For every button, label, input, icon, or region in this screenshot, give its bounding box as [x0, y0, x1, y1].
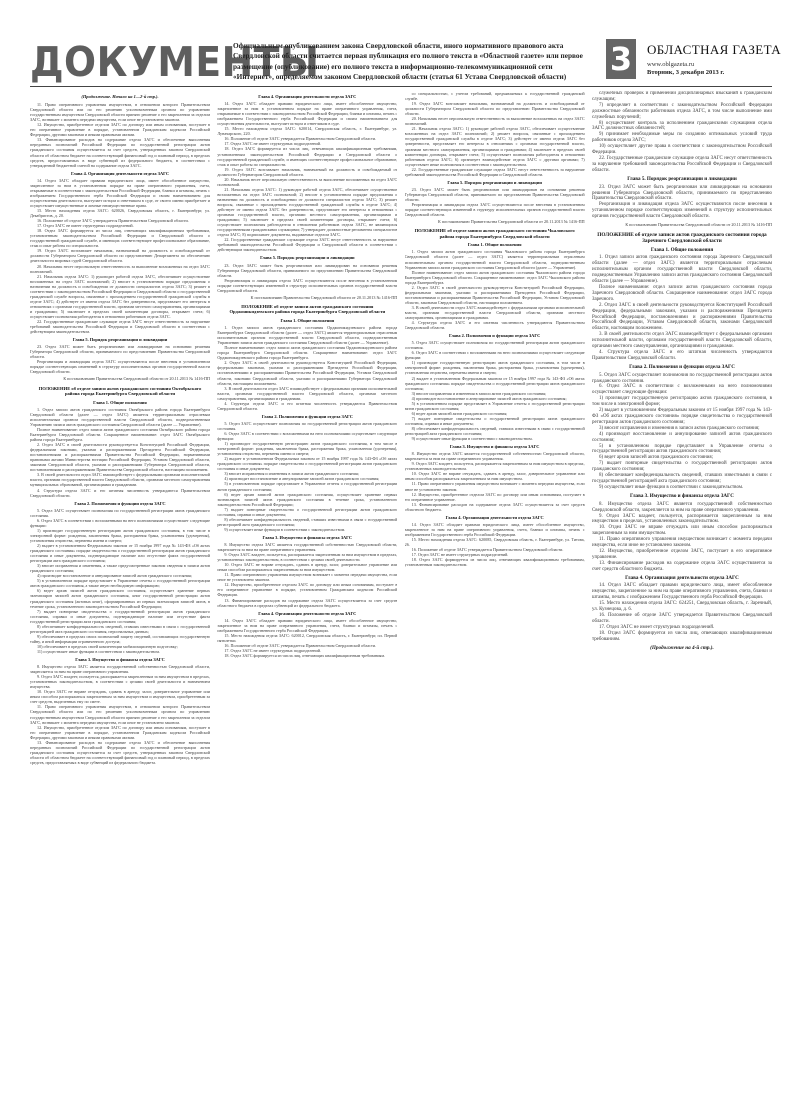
signature-line: К постановлению Правительства Свердловской области от 20.11.2013 № 1416-ПП — [63, 376, 210, 382]
paragraph: 1. Отдел записи актов гражданского состояния Октябрьского района города Екатеринбурга Свердловской области (далее — отдел ЗАГС) является территориальным отраслевым исполнительным органом государственной власти Свердловской области, подведомственным Управлению записи актов гражданского состояния Свердловской области (далее — Управление). — [30, 406, 210, 427]
paragraph: 9) осуществляет иные функции в соответствии с законодательством. — [224, 526, 346, 532]
paragraph: 5) в установленном порядке представляет в Управление отчеты о государственной регистрации актов гражданского состояния; — [404, 400, 585, 411]
paragraph: 2) выдает в установленном Федеральным законом от 15 ноября 1997 года № 143-ФЗ «Об актах гражданского состояния» порядке свидетельства о государственной регистрации актов гражданского состояния и иные документы; — [217, 456, 398, 472]
chapter-heading: Глава 3. Имущество и финансы отдела ЗАГС — [630, 492, 734, 499]
paragraph: 7) выдает повторные свидетельства о государственной регистрации актов гражданского состояния, справки и иные документы; — [404, 415, 585, 426]
text-column — [30, 91, 210, 1093]
header-divider — [30, 86, 772, 87]
paragraph: 18. Отдел ЗАГС формируется из числа лиц, отвечающих квалификационным требованиям, установленным законодательством Российской Федерации и Свердловской области о государственной гражданской службе, и имеющих соответствующее профессиональное образование, стаж и опыт работы по специальности. — [217, 146, 398, 167]
continuation-note: (Продолжение. Начало на 1—2-й стр.). — [81, 94, 159, 99]
chapter-heading: Глава 2. Полномочия и функции отдела ЗАГС — [74, 500, 166, 506]
paragraph: 4) производит восстановление и аннулирование записей актов гражданского состояния; — [37, 573, 192, 579]
text-column — [592, 91, 772, 1093]
paragraph: 12. Имущество, приобретенное отделом ЗАГС, поступает в его оперативное управление. — [591, 548, 772, 560]
paragraph: 3. В своей деятельности отдел ЗАГС взаимодействует с федеральными органами исполнительной власти, органами государственной власти Свердловской области, органами местного самоуправления муниципальных образований, организациями и гражданами. — [30, 472, 210, 488]
page-number: 3 — [606, 39, 636, 79]
chapter-heading: Глава 4. Организация деятельности отдела ЗАГС — [625, 574, 739, 581]
paragraph: 11. Право оперативного управления имуществом, в отношении которого Правительством Свердловской области или по его решению уполномоченным органом по управлению государственным имуществом Свердловской области принято решение о его закреплении за отделом ЗАГС, возникает с момента передачи имущества, если иное не установлено законом. — [30, 102, 210, 123]
newspaper-brand — [647, 42, 782, 76]
paragraph: 8) обеспечивает конфиденциальность сведений, ставших известными в связи с государственной регистрацией акта гражданского состояния, персональных данных; — [30, 623, 210, 634]
chapter-heading: Глава 3. Имущество и финансы отдела ЗАГС — [262, 534, 353, 540]
chapter-heading: Глава 1. Общие положения — [280, 318, 335, 324]
paragraph: 7) выдает повторные свидетельства о государственной регистрации актов гражданского состояния; — [591, 461, 772, 473]
paragraph: 11. Право оперативного управления имуществом возникает с момента передачи имущества, если иное не установлено законом. — [591, 537, 772, 549]
paragraph: 6. Отдел ЗАГС в соответствии с возложенными на него полномочиями осуществляет следующие функции: — [30, 517, 210, 528]
paragraph: 16. Положение об отделе ЗАГС утверждается Правительством Свердловской области. — [37, 218, 189, 224]
document-title: ПОЛОЖЕНИЕ об отделе записи актов гражданского состояния Орджоникидзевского района города Екатеринбурга Свердловской области — [229, 303, 386, 315]
paragraph: 10. Отдел ЗАГС не вправе отчуждать, сдавать в аренду, залог, доверительное управление или иным способом распоряжаться закрепленным за ним имуществом. — [217, 562, 398, 573]
paragraph: 7) выдает повторные свидетельства о государственной регистрации актов гражданского состояния, справки и иные документы; — [217, 506, 398, 517]
paragraph: 18. Отдел ЗАГС формируется из числа лиц, отвечающих квалификационным требованиям. — [224, 652, 385, 658]
paragraph: 9) осуществляет иные функции в соответствии с законодательством. — [598, 484, 744, 490]
paragraph: 17. Отдел ЗАГС не имеет структурных подразделений. — [37, 223, 134, 229]
paragraph: 11. Право оперативного управления имуществом, в отношении которого Правительством Свердловской области или по его решению уполномоченным органом по управлению государственным имуществом Свердловской области принято решение о его закреплении за отделом ЗАГС, возникает с момента передачи имущества, если иное не установлено законом. — [30, 704, 210, 725]
paragraph: 22. Государственные гражданские служащие отдела ЗАГС несут ответственность за нарушение требований законодательства Российской Федерации и Свердловской области в соответствии с действующим законодательством. — [217, 237, 398, 253]
paragraph: 23. Отдел ЗАГС может быть реорганизован или ликвидирован на основании решения Губернатора Свердловской области, принимаемого по представлению Правительства Свердловской области. — [404, 186, 585, 202]
paragraph: 16. Положение об отделе ЗАГС утверждается Правительством Свердловской области. — [224, 642, 377, 648]
paragraph: 5) в установленном порядке представляет в Управление отчеты о государственной регистрации актов гражданского состояния, а также иную необходимую информацию; — [30, 578, 210, 589]
paragraph: Реорганизация и ликвидация отдела ЗАГС осуществляются после внесения в установленном порядке соответствующих изменений в структуру исполнительных органов государственной власти Свердловской области. — [30, 359, 210, 375]
paragraph: 10) обеспечивает в пределах своей компетенции мобилизационную подготовку; — [37, 643, 178, 649]
paragraph: 19. Отдел ЗАГС возглавляет начальник, назначаемый на должность и освобождаемый от должности Губернатором Свердловской области по представлению Правительства Свердловской области. — [404, 101, 585, 117]
paragraph: 10. Отдел ЗАГС не вправе отчуждать или иным способом распоряжаться закрепленным за ним имуществом. — [591, 525, 772, 537]
paragraph: 3) вносит исправления и изменения, а также предусмотренные законом сведения в записи актов гражданского состояния; — [30, 563, 210, 574]
paragraph: 1) производит государственную регистрацию актов гражданского состояния, в том числе в электронной форме: рождения, заключения брака, расторжения брака, усыновления (удочерения), установления отцовства, перемены имени и смерти; — [217, 441, 398, 457]
paragraph: 12. Имущество, приобретенное отделом ЗАГС по договору или иным основаниям, поступает в его оперативное управление в порядке, установленном Гражданским кодексом Российской Федерации. — [217, 582, 398, 598]
paragraph: 17. Отдел ЗАГС не имеет структурных подразделений. — [411, 552, 509, 558]
issue-date: Вторник, 3 декабря 2013 г. — [647, 69, 725, 76]
paragraph: 9. Отдел ЗАГС владеет, пользуется, распоряжается закрепленным за ним имуществом в пределах, установленных законодательством, в соответствии с целями своей деятельности и назначением имущества. — [30, 674, 210, 690]
paragraph: 1) производит государственную регистрацию актов гражданского состояния, в том числе в электронной форме: рождения, заключения брака, расторжения брака, усыновления (удочерения), установления отцовства, перемены имени и смерти; — [404, 360, 585, 376]
paragraph: 9. Отдел ЗАГС владеет, пользуется, распоряжается закрепленным за ним имуществом в пределах, установленных законодательством. — [404, 461, 585, 472]
paragraph: 5) в установленном порядке представляет в Управление отчеты о государственной регистрации актов гражданского состояния; — [217, 481, 398, 492]
paragraph: 1. Отдел записи актов гражданского состояния города Заречного Свердловской области (далее — отдел ЗАГС) является территориальным отраслевым исполнительным органом государственной власти Свердловской области, подведомственным Управлению записи актов гражданского состояния Свердловской области (далее — Управление). — [591, 255, 772, 285]
paragraph: 16. Положение об отделе ЗАГС утверждается Правительством Свердловской области. — [591, 613, 772, 624]
paragraph: 16. Положение об отделе ЗАГС утверждается Правительством Свердловской области. — [411, 547, 564, 553]
chapter-heading: Глава 1. Общие положения — [650, 246, 714, 253]
masthead — [30, 38, 782, 86]
paragraph: 15. Место нахождения отдела ЗАГС: 620085, Свердловская область, г. Екатеринбург, ул. Титова, 26. — [404, 536, 585, 547]
chapter-heading: Глава 4. Организация деятельности отдела ЗАГС — [258, 94, 357, 99]
paragraph: 1. Отдел записи актов гражданского состояния Орджоникидзевского района города Екатеринбурга Свердловской области (далее — отдел ЗАГС) является территориальным отраслевым исполнительным органом государственной власти Свердловской области, подведомственным Управлению записи актов гражданского состояния Свердловской области (далее — Управление). — [217, 325, 398, 346]
article-columns — [30, 91, 772, 1093]
paragraph: 4. Структура отдела ЗАГС и его штатная численность утверждаются Правительством Свердловской области. — [30, 487, 210, 498]
chapter-heading: Глава 5. Порядок реорганизации и ликвидации — [260, 255, 355, 261]
paragraph: 6. Отдел ЗАГС в соответствии с возложенными на него полномочиями осуществляет следующие функции: — [217, 431, 398, 442]
paragraph: Полное наименование: отдел записи актов гражданского состояния Чкаловского района города Екатеринбурга Свердловской области. Сокращенное наименование: отдел ЗАГС Чкаловского района города Екатеринбурга. — [404, 269, 585, 285]
document-title: ПОЛОЖЕНИЕ об отделе записи актов гражданского состояния Чкаловского района города Екатеринбурга Свердловской области — [414, 228, 575, 239]
paragraph: 4. Структура отдела ЗАГС и его штатная численность утверждаются Правительством Свердловской области. — [591, 349, 772, 361]
paragraph: 6) ведет архив записей актов гражданского состояния; — [598, 455, 714, 461]
paragraph: 2. Отдел ЗАГС в своей деятельности руководствуется Конституцией Российской Федерации, федеральными законами, указами и распоряжениями Президента Российской Федерации, постановлениями и распоряжениями Правительства Российской Федерации, Уставом Свердловской области, законами Свердловской области, указами и распоряжениями Губернатора Свердловской области, настоящим положением. — [217, 360, 398, 386]
paragraph: 9) обеспечивает в пределах своих полномочий защиту сведений, составляющих государственную тайну, и иной информации ограниченного доступа; — [30, 633, 210, 644]
paragraph: 2. Отдел ЗАГС в своей деятельности руководствуется Конституцией Российской Федерации, федеральными законами, указами и распоряжениями Президента Российской Федерации, постановлениями и распоряжениями Правительства Российской Федерации, Уставом Свердловской области, законами Свердловской области, настоящим положением. — [591, 302, 772, 332]
paragraph: 21. Начальник отдела ЗАГС: 1) руководит работой отдела ЗАГС, обеспечивает осуществление возложенных на отдел ЗАГС полномочий; 2) решает вопросы, связанные с прохождением государственной гражданской службы в отделе ЗАГС; 3) действует от имени отдела ЗАГС без доверенности, представляет его интересы в отношениях с органами государственной власти, органами местного самоуправления, организациями и гражданами; 4) заключает в пределах своей компетенции договоры, открывает счета; 5) осуществляет полномочия работодателя в отношении работников отдела ЗАГС; 6) организует взаимодействие отдела ЗАГС с другими органами; 7) осуществляет иные полномочия в соответствии с законодательством. — [404, 126, 585, 167]
paragraph: 1. Отдел записи актов гражданского состояния Чкаловского района города Екатеринбурга Свердловской области (далее — отдел ЗАГС) является территориальным отраслевым исполнительным органом государственной власти Свердловской области, подведомственным Управлению записи актов гражданского состояния Свердловской области (далее — Управление). — [404, 249, 585, 270]
paragraph: 5. Отдел ЗАГС осуществляет полномочия по государственной регистрации актов гражданского состояния. — [404, 340, 585, 351]
paragraph: со специальностью, с учетом требований, предъявляемых к государственной гражданской службе. — [404, 91, 585, 102]
chapter-heading: Глава 2. Полномочия и функции отдела ЗАГС — [629, 363, 735, 370]
paragraph: 18. Отдел ЗАГС формируется из числа лиц, отвечающих квалификационным требованиям, установленным законодательством. — [404, 557, 585, 568]
paragraph: 22. Государственные гражданские служащие отдела ЗАГС несут ответственность за нарушение требований законодательства Российской Федерации и Свердловской области. — [404, 166, 585, 177]
paragraph: 4) производит восстановление и аннулирование записей актов гражданского состояния; — [411, 395, 567, 401]
paragraph: 7) выдает повторные свидетельства о государственной регистрации актов гражданского состояния, справки и иные документы, подтверждающие наличие или отсутствие факта государственной регистрации акта гражданского состояния; — [30, 608, 210, 624]
paragraph: 12. Имущество, приобретенное отделом ЗАГС по договору или иным основаниям, поступает в его оперативное управление в порядке, установленном Гражданским кодексом Российской Федерации, другими законами и иными правовыми актами. — [30, 724, 210, 740]
paragraph: Полное наименование: отдел записи актов гражданского состояния Октябрьского района города Екатеринбурга Свердловской области. Сокращенное наименование: отдел ЗАГС Октябрьского района города Екатеринбурга. — [30, 426, 210, 443]
paragraph: 11) осуществляет иные функции в соответствии с законодательством. — [37, 648, 160, 654]
paragraph: 4) производит восстановление и аннулирование записей актов гражданского состояния; — [591, 431, 772, 443]
paragraph: 3. В своей деятельности отдел ЗАГС взаимодействует с федеральными органами исполнительной власти, органами государственной власти Свердловской области, органами местного самоуправления, организациями и гражданами. — [217, 385, 398, 401]
paragraph: 1) производит государственную регистрацию актов гражданского состояния, в том числе в электронной форме: рождения, заключения брака, расторжения брака, усыновления (удочерения), установления отцовства, перемены имени и смерти; — [30, 527, 210, 543]
paragraph: 3) вносит исправления и изменения в записи актов гражданского состояния; — [411, 390, 547, 396]
paragraph: 14. Отдел ЗАГС обладает правами юридического лица, имеет обособленное имущество, закрепленное за ним в установленном порядке на праве оперативного управления, счета, открываемые в соответствии с законодательством Российской Федерации, бланки и штампы, печать с изображением Государственного герба Российской Федерации и своим наименованием для осуществления деятельности, выступает истцом и ответчиком в суде. — [217, 101, 398, 127]
paragraph: 14. Отдел ЗАГС обладает правами юридического лица, имеет обособленное имущество, закрепленное за ним на праве оперативного управления, счета, бланки и штампы, печать с изображением Государственного герба Российской Федерации. — [404, 521, 585, 537]
paragraph: 16. Положение об отделе ЗАГС утверждается Правительством Свердловской области. — [224, 136, 377, 142]
newspaper-name: ОБЛАСТНАЯ ГАЗЕТА — [647, 42, 782, 57]
paragraph: 10) осуществляет другие права в соответствии с законодательством Российской Федерации. — [591, 144, 772, 156]
chapter-heading: Глава 2. Полномочия и функции отдела ЗАГС — [261, 413, 353, 419]
paragraph: 22. Государственные гражданские служащие отдела ЗАГС несут ответственность за нарушение требований законодательства Российской Федерации и Свердловской области в соответствии с действующим законодательством. — [30, 319, 210, 335]
chapter-heading: Глава 1. Общие положения — [93, 399, 147, 405]
paragraph: 19. Отдел ЗАГС возглавляет начальник, назначаемый на должность и освобождаемый от должности Губернатором Свердловской области по представлению Департамента по обеспечению деятельности мировых судей Свердловской области. — [30, 248, 210, 264]
paragraph: 3) вносит исправления и изменения в записи актов гражданского состояния; — [598, 425, 760, 431]
paragraph: 18. Отдел ЗАГС формируется из числа лиц, отвечающих квалификационным требованиям, установленным законодательством Российской Федерации и Свердловской области о государственной гражданской службе, и имеющих соответствующее профессиональное образование, стаж и опыт работы по специальности. — [30, 228, 210, 249]
paragraph: Полное наименование: отдел записи актов гражданского состояния Орджоникидзевского района города Екатеринбурга Свердловской области. Сокращенное наименование: отдел ЗАГС Орджоникидзевского района города Екатеринбурга. — [217, 345, 398, 361]
paragraph: Полное наименование: отдел записи актов гражданского состояния города Заречного Свердловской области. Сокращенное наименование: отдел ЗАГС города Заречного. — [591, 284, 772, 302]
paragraph: Реорганизация и ликвидация отдела ЗАГС осуществляются после внесения в установленном порядке соответствующих изменений в структуру исполнительных органов государственной власти Свердловской области. — [404, 201, 585, 218]
paragraph: 2. Отдел ЗАГС в своей деятельности руководствуется Конституцией Российской Федерации, федеральными законами, указами и распоряжениями Президента Российской Федерации, постановлениями и распоряжениями Правительства Российской Федерации, Уставом Свердловской области, законами Свердловской области, настоящим положением. — [404, 284, 585, 305]
paragraph: 3) вносит исправления и изменения в записи актов гражданского состояния; — [224, 471, 359, 477]
paragraph: 13. Финансирование расходов на содержание отдела ЗАГС и обеспечение выполнения переданных полномочий Российской Федерации по государственной регистрации актов гражданского состояния осуществляется за счет средств, утвержденных законом Свердловской области об областном бюджете на соответствующий финансовый год и плановый период, в пределах средств, предоставляемых в виде субвенций из федерального бюджета, в соответствии с утвержденной бюджетной сметой на содержание отдела ЗАГС. — [30, 137, 210, 168]
paragraph: 15. Место нахождения отдела ЗАГС: 620014, Свердловская область, г. Екатеринбург, ул. Луначарского, 220. — [217, 126, 398, 137]
paragraph: 14. Отдел ЗАГС обладает правами юридического лица, имеет обособленное имущество, закрепленное за ним в установленном порядке на праве оперативного управления, счета, открываемые в соответствии с законодательством Российской Федерации, бланки и штампы, печать с изображением Государственного герба Российской Федерации и своим наименованием для осуществления деятельности, выступает истцом и ответчиком в суде, от своего имени приобретает и осуществляет имущественные и личные неимущественные права. — [30, 177, 210, 208]
paragraph: 22. Государственные гражданские служащие отдела ЗАГС несут ответственность за нарушение требований законодательства Российской Федерации и Свердловской области. — [591, 155, 772, 173]
paragraph: 7) определяет в соответствии с законодательством Российской Федерации должностные обязанности работников отдела ЗАГС, в том числе выполнение ими служебных поручений; — [591, 102, 772, 120]
section-description: Официальным опубликованием закона Свердловской области, иного нормативного правового акта Свердловской области считается первая публикация его полного текста в «Областной газете» или первое размещение (опубликование) его полного текста в информационно-телекоммуникационной сети «Интернет», определяемом законом Свердловской области (статья 61 Устава Свердловской области) — [233, 41, 583, 82]
paragraph: 13. Финансирование расходов на содержание отдела ЗАГС осуществляется за счет средств областного бюджета в пределах субвенций из федерального бюджета. — [217, 597, 398, 608]
newspaper-url[interactable]: www.oblgazeta.ru — [647, 61, 695, 68]
paragraph: 6) ведет архив записей актов гражданского состояния; — [411, 410, 508, 416]
paragraph: 13. Финансирование расходов на содержание отдела ЗАГС осуществляется за счет средств областного бюджета. — [404, 501, 585, 512]
paragraph: 5. Отдел ЗАГС осуществляет полномочия по государственной регистрации актов гражданского состояния. — [591, 372, 772, 384]
paragraph: 6) ведет архив записей актов гражданского состояния, осуществляет хранение первых экземпляров записей актов гражданского состояния, книг государственной регистрации актов гражданского состояния (актовых книг), сформированных из первых экземпляров записей актов, в течение срока, установленного законодательством Российской Федерации; — [30, 588, 210, 609]
paragraph: 17. Отдел ЗАГС не имеет структурных подразделений. — [598, 624, 715, 630]
paragraph: 2. Отдел ЗАГС в своей деятельности руководствуется Конституцией Российской Федерации, федеральными законами, указами и распоряжениями Президента Российской Федерации, постановлениями и распоряжениями Правительства Российской Федерации, нормативными правовыми актами Министерства юстиции Российской Федерации, Уставом Свердловской области, законами Свердловской области, указами и распоряжениями Губернатора Свердловской области, постановлениями и распоряжениями Правительства Свердловской области, настоящим положением. — [30, 442, 210, 473]
paragraph: 11. Право оперативного управления имуществом возникает с момента передачи имущества, если иное не установлено законом. — [404, 481, 585, 492]
paragraph: 11. Право оперативного управления имуществом возникает с момента передачи имущества, если иное не установлено законом. — [217, 572, 398, 583]
paragraph: 4. Структура отдела ЗАГС и его штатная численность утверждаются Правительством Свердловской области. — [217, 400, 398, 411]
paragraph: 17. Отдел ЗАГС не имеет структурных подразделений. — [224, 647, 321, 653]
paragraph: 6) ведет архив записей актов гражданского состояния, осуществляет хранение первых экземпляров записей актов гражданского состояния в течение срока, установленного законодательством Российской Федерации; — [217, 491, 398, 507]
paragraph: 12. Имущество, приобретенное отделом ЗАГС по договору или иным основаниям, поступает в его оперативное управление. — [404, 491, 585, 502]
paragraph: 15. Место нахождения отдела ЗАГС: 620026, Свердловская область, г. Екатеринбург, ул. Декабристов, д. 20. — [30, 207, 210, 219]
paragraph: 8) осуществляет контроль за исполнением гражданскими служащими отдела ЗАГС должностных обязанностей; — [591, 120, 772, 132]
paragraph: 9. Отдел ЗАГС владеет, пользуется, распоряжается закрепленным за ним имуществом в пределах, установленных законодательством, в соответствии с целями своей деятельности. — [217, 552, 398, 563]
paragraph: Реорганизация и ликвидация отдела ЗАГС осуществляются после внесения в установленном порядке соответствующих изменений в структуру исполнительных органов государственной власти Свердловской области. — [217, 277, 398, 293]
paragraph: 13. Финансирование расходов на содержание отдела ЗАГС и обеспечение выполнения переданных полномочий Российской Федерации по государственной регистрации актов гражданского состояния осуществляется за счет средств, утвержденных законом Свердловской области об областном бюджете на соответствующий финансовый год и плановый период, в пределах средств, предоставляемых в виде субвенций из федерального бюджета. — [30, 739, 210, 765]
paragraph: 6. Отдел ЗАГС в соответствии с возложенными на него полномочиями осуществляет следующие функции: — [404, 350, 585, 361]
text-column — [405, 91, 585, 1093]
paragraph: 8. Имущество отдела ЗАГС является государственной собственностью Свердловской области, закрепляется за ним на праве оперативного управления. — [217, 541, 398, 553]
paragraph: 9) принимает необходимые меры по созданию оптимальных условий труда работников отдела ЗАГС; — [591, 132, 772, 144]
chapter-heading: Глава 2. Полномочия и функции отдела ЗАГС — [449, 333, 541, 339]
paragraph: 9. Отдел ЗАГС владеет, пользуется, распоряжается закрепленным за ним имуществом в пределах, установленных законодательством. — [591, 513, 772, 525]
signature-line: К постановлению Правительства Свердловской области от 20.11.2013 № 1416-ПП — [437, 219, 585, 225]
chapter-heading: Глава 1. Общие положения — [467, 242, 522, 248]
paragraph: 20. Начальник несет персональную ответственность за выполнение возложенных на отдел ЗАГС полномочий. — [404, 116, 585, 127]
paragraph: 18. Отдел ЗАГС формируется из числа лиц, отвечающих квалификационным требованиям. — [591, 630, 772, 642]
chapter-heading: Глава 4. Организация деятельности отдела ЗАГС — [70, 170, 170, 176]
paragraph: 2) выдает в установленном Федеральным законом от 15 ноября 1997 года № 143-ФЗ «Об актах гражданского состояния» порядке свидетельства о государственной регистрации актов гражданского состояния; — [591, 408, 772, 425]
continuation-note: (Продолжение на 4-й стр.). — [650, 644, 714, 651]
paragraph: 15. Место нахождения отдела ЗАГС: 624251, Свердловская область, г. Заречный, ул. Кузнецова, д. 6. — [591, 601, 772, 613]
paragraph: 5) в установленном порядке представляет в Управление отчеты о государственной регистрации актов гражданского состояния; — [591, 443, 772, 455]
paragraph: 8. Имущество отдела ЗАГС является государственной собственностью Свердловской области, закрепляется за ним на праве оперативного управления. — [404, 451, 585, 462]
paragraph: 20. Начальник несет персональную ответственность за выполнение возложенных на отдел ЗАГС полномочий. — [217, 176, 398, 187]
paragraph: 13. Финансирование расходов на содержание отдела ЗАГС осуществляется за счет средств областного бюджета. — [591, 560, 772, 572]
paragraph: 14. Отдел ЗАГС обладает правами юридического лица, имеет обособленное имущество, закрепленное за ним на праве оперативного управления, счета, бланки и штампы, печать с изображением Государственного герба Российской Федерации. — [217, 617, 398, 633]
paragraph: служебных проверок и применении дисциплинарных взысканий к гражданским служащим; — [591, 91, 772, 102]
paragraph: 20. Начальник несет персональную ответственность за выполнение возложенных на отдел ЗАГС полномочий. — [30, 263, 210, 274]
paragraph: 21. Начальник отдела ЗАГС: 1) руководит работой отдела ЗАГС, обеспечивает осуществление возложенных на отдел ЗАГС полномочий; 2) вносит в установленном порядке предложения о назначении на должность и освобождении от должности специалистов отдела ЗАГС; 3) решает в соответствии с законодательством Российской Федерации и Свердловской области о государственной гражданской службе вопросы, связанные с прохождением государственной гражданской службы в отделе ЗАГС; 4) действует от имени отдела ЗАГС без доверенности, представляет его интересы в отношениях с органами государственной власти, органами местного самоуправления, организациями и гражданами; 5) заключает в пределах своей компетенции договоры, открывает счета; 6) осуществляет полномочия работодателя в отношении работников отдела ЗАГС. — [30, 273, 210, 319]
document-title: ПОЛОЖЕНИЕ об отделе записи актов гражданского состояния Октябрьского района города Екатеринбурга Свердловской области — [38, 385, 202, 397]
paragraph: 15. Место нахождения отдела ЗАГС: 620012, Свердловская область, г. Екатеринбург, пл. Первой пятилетки. — [217, 632, 398, 643]
document-title: ПОЛОЖЕНИЕ об отделе записи актов гражданского состояния города Заречного Свердловской области — [597, 231, 767, 245]
paragraph: Реорганизация и ликвидация отдела ЗАГС осуществляются после внесения в установленном порядке соответствующих изменений в структуру исполнительных органов государственной власти Свердловской области. — [591, 202, 772, 220]
signature-line: К постановлению Правительства Свердловской области от 20.11.2013 № 1416-ПП — [250, 294, 398, 300]
paragraph: 10. Отдел ЗАГС не вправе отчуждать, сдавать в аренду, залог, доверительное управление или иным способом распоряжаться закрепленным за ним имуществом. — [404, 471, 585, 482]
text-column — [217, 91, 397, 1093]
paragraph: 8) обеспечивает конфиденциальность сведений, ставших известными в связи с государственной регистрацией акта гражданского состояния; — [404, 426, 585, 437]
paragraph: 6. Отдел ЗАГС в соответствии с возложенными на него полномочиями осуществляет следующие функции: — [591, 384, 772, 396]
paragraph: 5. Отдел ЗАГС осуществляет полномочия по государственной регистрации актов гражданского состояния. — [30, 507, 210, 518]
paragraph: 2) выдает в установленном Федеральным законом от 15 ноября 1997 года № 143-ФЗ «Об актах гражданского состояния» порядке свидетельства о государственной регистрации актов гражданского состояния и иные документы, подтверждающие наличие или отсутствие факта государственной регистрации акта гражданского состояния; — [30, 542, 210, 564]
paragraph: 23. Отдел ЗАГС может быть реорганизован или ликвидирован на основании решения Губернатора Свердловской области, принимаемого по представлению Правительства Свердловской области. — [217, 262, 398, 278]
paragraph: 21. Начальник отдела ЗАГС: 1) руководит работой отдела ЗАГС, обеспечивает осуществление возложенных на отдел ЗАГС полномочий; 2) вносит в установленном порядке предложения о назначении на должность и освобождении от должности специалистов отдела ЗАГС; 3) решает вопросы, связанные с прохождением государственной гражданской службы в отделе ЗАГС; 4) действует от имени отдела ЗАГС без доверенности, представляет его интересы в отношениях с органами государственной власти, органами местного самоуправления, организациями и гражданами; 5) заключает в пределах своей компетенции договоры, открывает счета; 6) осуществляет полномочия работодателя в отношении работников отдела ЗАГС, не являющихся государственными гражданскими служащими; 7) утверждает должностные регламенты специалистов отдела ЗАГС; 8) подписывает документы, выдаваемые отделом ЗАГС. — [217, 186, 398, 238]
paragraph: 1) производит государственную регистрацию актов гражданского состояния, в том числе в электронной форме; — [591, 396, 772, 408]
chapter-heading: Глава 5. Порядок реорганизации и ликвидации — [447, 179, 542, 185]
paragraph: 23. Отдел ЗАГС может быть реорганизован или ликвидирован на основании решения Губернатора Свердловской области, принимаемого по представлению Правительства Свердловской области. — [30, 344, 210, 360]
paragraph: 8. Имущество отдела ЗАГС является государственной собственностью Свердловской области, закрепляется за ним на праве оперативного управления. — [30, 664, 210, 675]
chapter-heading: Глава 4. Организация деятельности отдела ЗАГС — [258, 610, 357, 616]
paragraph: 23. Отдел ЗАГС может быть реорганизован или ликвидирован на основании решения Губернатора Свердловской области, принимаемого по представлению Правительства Свердловской области. — [591, 184, 772, 202]
paragraph: 4. Структура отдела ЗАГС и его штатная численность утверждаются Правительством Свердловской области. — [404, 320, 585, 331]
paragraph: 10. Отдел ЗАГС не вправе отчуждать, сдавать в аренду, залог, доверительное управление или иным способом распоряжаться закрепленным за ним имуществом и имуществом, приобретенным за счет средств, выделенных ему по смете. — [30, 689, 210, 705]
paragraph: 8. Имущество отдела ЗАГС является государственной собственностью Свердловской области, закрепляется за ним на праве оперативного управления. — [591, 501, 772, 513]
paragraph: 8) обеспечивает конфиденциальность сведений, ставших известными в связи с государственной регистрацией акта гражданского состояния; — [591, 473, 772, 484]
section-title: ДОКУМЕНТЫ — [30, 38, 320, 86]
chapter-heading: Глава 5. Порядок реорганизации и ликвидации — [627, 175, 737, 182]
chapter-heading: Глава 3. Имущество и финансы отдела ЗАГС — [449, 444, 540, 450]
paragraph: 12. Имущество, приобретенное отделом ЗАГС по договору или иным основаниям, поступает в его оперативное управление в порядке, установленном Гражданским кодексом Российской Федерации, другими законами и иными правовыми актами. — [30, 122, 210, 138]
paragraph: 3. В своей деятельности отдел ЗАГС взаимодействует с федеральными органами исполнительной власти, органами государственной власти Свердловской области, органами местного самоуправления, организациями и гражданами. — [591, 332, 772, 350]
signature-line: К постановлению Правительства Свердловской области от 20.11.2013 № 1416-ПП — [625, 222, 772, 228]
paragraph: 14. Отдел ЗАГС обладает правами юридического лица, имеет обособленное имущество, закрепленное за ним на праве оперативного управления, счета, бланки и штампы, печать с изображением Государственного герба Российской Федерации. — [591, 583, 772, 601]
paragraph: 5. Отдел ЗАГС осуществляет полномочия по государственной регистрации актов гражданского состояния. — [217, 420, 398, 431]
paragraph: 2) выдает в установленном Федеральным законом от 15 ноября 1997 года № 143-ФЗ «Об актах гражданского состояния» порядке свидетельства о государственной регистрации актов гражданского состояния; — [404, 375, 585, 391]
paragraph: 4) производит восстановление и аннулирование записей актов гражданского состояния; — [224, 476, 380, 482]
paragraph: 8) обеспечивает конфиденциальность сведений, ставших известными в связи с государственной регистрацией акта гражданского состояния; — [217, 516, 398, 527]
paragraph: 3. В своей деятельности отдел ЗАГС взаимодействует с федеральными органами исполнительной власти, органами государственной власти Свердловской области, органами местного самоуправления, организациями и гражданами. — [404, 304, 585, 321]
chapter-heading: Глава 5. Порядок реорганизации и ликвидации — [72, 337, 168, 343]
chapter-heading: Глава 3. Имущество и финансы отдела ЗАГС — [75, 657, 165, 663]
paragraph: 19. Отдел ЗАГС возглавляет начальник, назначаемый на должность и освобождаемый от должности Губернатором Свердловской области. — [217, 166, 398, 177]
paragraph: 17. Отдел ЗАГС не имеет структурных подразделений. — [224, 141, 321, 147]
paragraph: 9) осуществляет иные функции в соответствии с законодательством. — [411, 436, 533, 442]
chapter-heading: Глава 4. Организация деятельности отдела ЗАГС — [445, 514, 544, 520]
